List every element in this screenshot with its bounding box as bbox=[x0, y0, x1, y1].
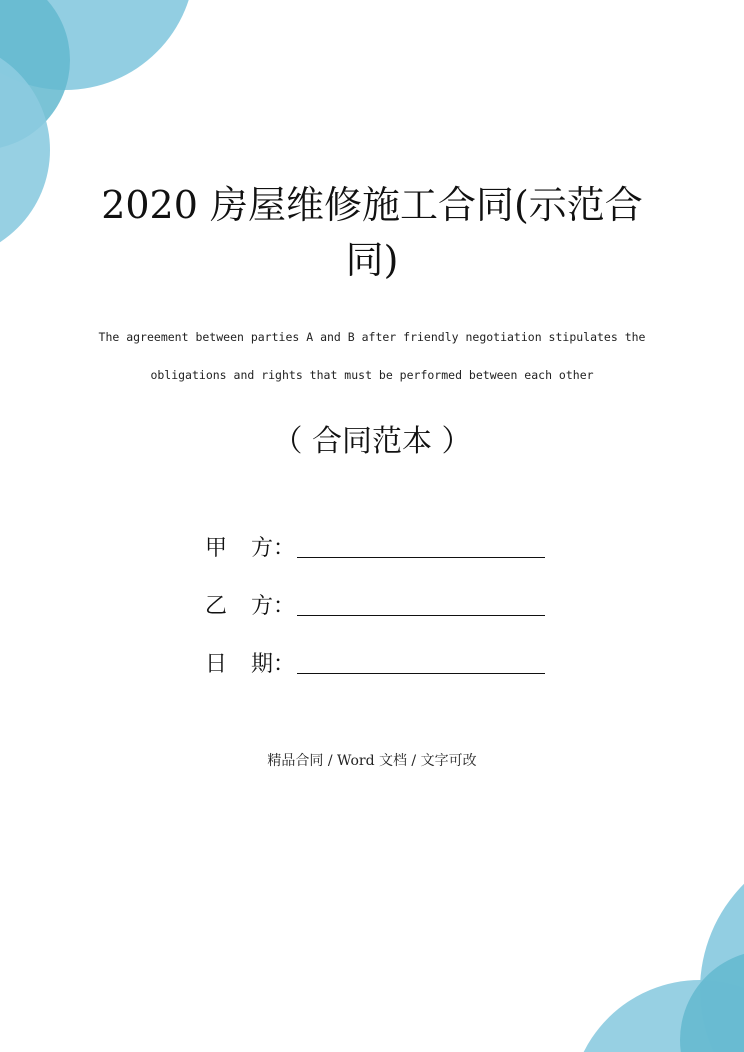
date-label-char: 日 bbox=[205, 652, 228, 677]
date-field bbox=[205, 648, 545, 678]
party-b-field bbox=[205, 590, 545, 620]
party-a-blank-line[interactable] bbox=[297, 557, 545, 558]
bottom-right-circle-overlap bbox=[680, 950, 744, 1052]
date-blank-line[interactable] bbox=[297, 673, 545, 674]
date-label bbox=[205, 647, 295, 678]
bottom-right-circle-large bbox=[700, 840, 744, 1052]
bottom-right-circle-mid bbox=[570, 980, 744, 1052]
party-a-field bbox=[205, 532, 545, 562]
party-b-blank-line[interactable] bbox=[297, 615, 545, 616]
subtitle-line-2: obligations and rights that must be performed between each other bbox=[150, 368, 594, 382]
contract-template-heading: （ 合同范本 ） bbox=[272, 424, 472, 459]
document-title-line-2: 同) bbox=[345, 238, 399, 282]
party-a-label-suffix: 方： bbox=[250, 536, 295, 561]
top-left-circle-large bbox=[0, 0, 195, 90]
date-label-suffix: 期： bbox=[250, 652, 295, 677]
document-title-line-1: 2020 房屋维修施工合同(示范合 bbox=[101, 183, 643, 227]
footer-note: 精品合同 / Word 文档 / 文字可改 bbox=[267, 753, 477, 769]
top-left-circle-lower bbox=[0, 40, 50, 260]
party-a-label-char: 甲 bbox=[205, 536, 228, 561]
top-left-circle-small bbox=[0, 0, 70, 150]
party-b-label-suffix: 方： bbox=[250, 594, 295, 619]
subtitle-line-1: The agreement between parties A and B after friendly negotiation stipulates the bbox=[98, 330, 646, 344]
party-a-label bbox=[205, 531, 295, 562]
party-b-label bbox=[205, 589, 295, 620]
party-b-label-char: 乙 bbox=[205, 594, 228, 619]
